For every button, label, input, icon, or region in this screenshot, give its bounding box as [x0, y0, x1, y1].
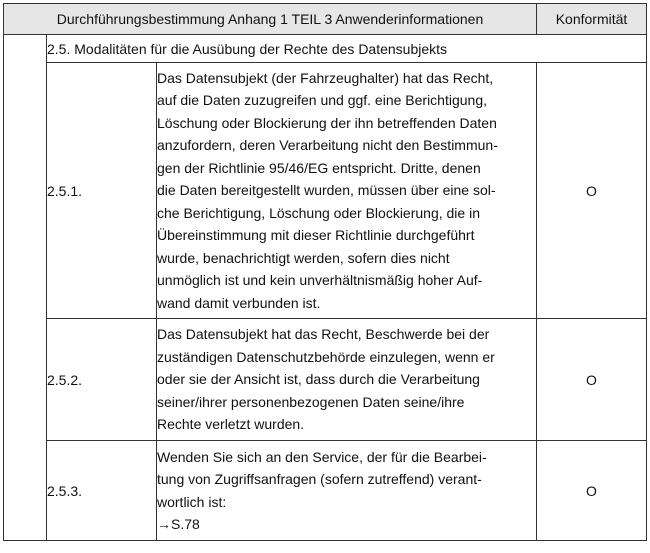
text-line: Wenden Sie sich an den Service, der für die Bearbei- [157, 448, 487, 465]
conformity-mark: O [537, 441, 647, 541]
text-line: seiner/ihrer personenbezogenen Daten seine/ihre [157, 393, 465, 410]
row-number: 2.5.2. [47, 319, 157, 441]
requirement-column-header: Durchführungsbestimmung Anhang 1 TEIL 3 Anwenderinformationen [4, 4, 537, 35]
table-row [4, 319, 647, 441]
table-row [4, 441, 647, 541]
text-line: anzufordern, deren Verarbeitung nicht den Bestimmun- [157, 137, 498, 154]
text-line: wand damit verbunden ist. [157, 294, 321, 311]
text-line: oder sie der Ansicht ist, dass durch die Verarbeitung [157, 371, 480, 388]
page-reference-link[interactable]: →S.78 [157, 516, 200, 532]
table-header-row [4, 4, 647, 35]
row-text [157, 441, 537, 541]
text-line: die Daten bereitgestellt wurden, müssen über eine sol- [157, 182, 496, 199]
row-text [157, 63, 537, 319]
text-line: wurde, benachrichtigt werden, sofern dies nicht [157, 249, 450, 266]
text-line: zuständigen Datenschutzbehörde einzulegen, wenn er [157, 348, 495, 365]
conformity-column-header: Konformität [537, 4, 647, 35]
text-line: gen der Richtlinie 95/46/EG entspricht. Dritte, denen [157, 159, 481, 176]
section-row [4, 35, 647, 63]
conformity-mark: O [537, 319, 647, 441]
text-line: wortlich ist: [157, 493, 227, 510]
text-line: Übereinstimmung mit dieser Richtlinie durchgeführt [157, 227, 475, 244]
text-line: auf die Daten zuzugreifen und ggf. eine Berichtigung, [157, 92, 488, 109]
text-line: Rechte verletzt wurden. [157, 416, 305, 433]
section-title: 2.5. Modalitäten für die Ausübung der Rechte des Datensubjekts [47, 35, 647, 63]
text-line: Löschung oder Blockierung der ihn betreffenden Daten [157, 114, 497, 131]
text-line: che Berichtigung, Löschung oder Blockierung, die in [157, 204, 480, 221]
text-line: tung von Zugriffsanfragen (sofern zutreffend) verant- [157, 471, 482, 487]
row-number: 2.5.1. [47, 63, 157, 319]
table-row [4, 63, 647, 319]
text-line: Das Datensubjekt hat das Recht, Beschwerde bei der [157, 326, 490, 343]
conformity-table [3, 3, 647, 541]
text-line: Das Datensubjekt (der Fahrzeughalter) hat das Recht, [157, 69, 494, 86]
row-text [157, 319, 537, 441]
text-line: unmöglich ist und kein unverhältnismäßig hoher Auf- [157, 272, 483, 289]
row-number: 2.5.3. [47, 441, 157, 541]
indent-cell [4, 35, 47, 541]
conformity-mark: O [537, 63, 647, 319]
